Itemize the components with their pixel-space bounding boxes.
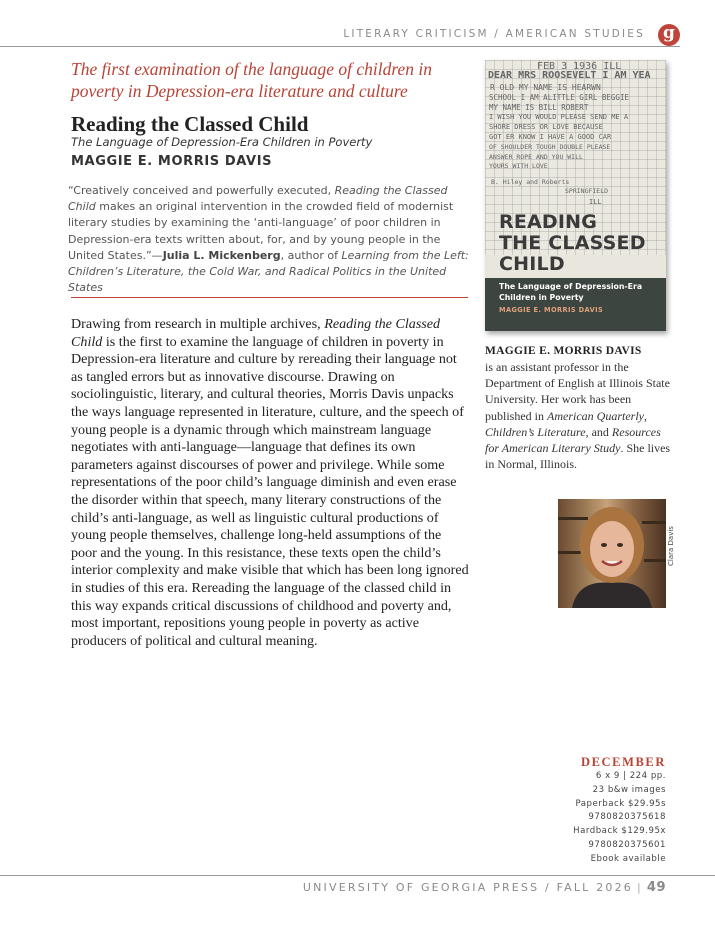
description-rest: is the first to examine the language of children in poverty in Depression-era literature and culture by rereading their language not as tangled errors but as innovative discourse. Drawing on sociolinguistic, literary, and cultural theories, Morris Davis unpacks the ways language represented in literature, culture, and the speech of young people is a dynamic through which mainstream language negotiates with anti-language—language that defines its own parameters against discourses of power and privilege. While some representations of the poor child’s language diminish and even erase the disorder within that speech, many literary constructions of the child’s anti-language, as well as linguistic cultural productions of young people themselves, challenge long-held assumptions of the poor and the young. In this resistance, these texts open the child’s interior complexity and make visible that which has been long ignored in studies of this era. Rereading the language of the classed child in this way expands critical discussions of childhood and poverty and, most important, repositions young people in poverty as active producers of political and cultural meaning. [71, 333, 469, 649]
bio-publication: American Quarterly [547, 408, 644, 423]
book-specs [573, 754, 666, 867]
footer-separator: | [637, 881, 643, 894]
author-photo [558, 499, 666, 608]
cover-scrawl-line: B. Hiley and Roberts [491, 178, 570, 186]
blurb-endorser: Julia L. Mickenberg [162, 248, 281, 262]
cover-title [499, 212, 646, 275]
book-author: MAGGIE E. MORRIS DAVIS [71, 154, 273, 169]
book-subtitle: The Language of Depression-Era Children in Poverty [71, 135, 373, 149]
footer-divider [0, 875, 715, 876]
bio-publication: Children’s Literature [485, 424, 586, 439]
blurb-book-title: Reading the Classed Child [68, 184, 448, 214]
spec-hardback-isbn: 9780820375601 [588, 839, 666, 850]
blurb-middle: makes an original intervention in the crowded field of modernist literary studies by examining the ‘anti-language’ of poor children in Depression-era texts written about, for, and by young people in the United States.”— [68, 200, 454, 262]
cover-scrawl-line: DEAR MRS ROOSEVELT I AM YEA [488, 70, 651, 81]
cover-scrawl-line: FEB 3 1936 ILL [537, 61, 622, 72]
author-bio [485, 359, 675, 472]
book-title: Reading the Classed Child [71, 112, 309, 136]
cover-scrawl-line: OF SHOULDER TOUGH DOUBLE PLEASE [489, 143, 611, 151]
cover-scrawl-line: MY NAME IS BILL ROBERT [489, 103, 589, 112]
bio-publication: Resources for American Literary Study [485, 424, 661, 456]
book-description [71, 316, 469, 650]
page-number: 49 [646, 880, 666, 895]
bio-separator: , [643, 408, 647, 423]
blurb-endorser-book: Learning from the Left: Children’s Literature, the Cold War, and Radical Politics in the United States [68, 248, 469, 295]
release-month: DECEMBER [580, 755, 666, 769]
cover-title-line: THE CLASSED [499, 232, 646, 254]
cover-subtitle: The Language of Depression-Era Children in Poverty [499, 282, 643, 302]
cover-scrawl-line: SPRINGFIELD [565, 187, 609, 195]
cover-scrawl-line: YOURS WITH LOVE [489, 162, 548, 170]
book-tagline: The first examination of the language of children in poverty in Depression-era literature and culture [71, 59, 432, 101]
description-book-title: Reading the Classed Child [71, 316, 441, 350]
cover-scrawl-line: ILL [589, 198, 602, 206]
spec-paperback-price: Paperback $29.95s [575, 798, 666, 809]
press-logo: g [658, 24, 680, 46]
category-header: LITERARY CRITICISM / AMERICAN STUDIES [343, 28, 645, 40]
cover-title-line: READING [499, 211, 598, 233]
endorsement-blurb [68, 183, 470, 296]
photo-credit: Clara Davis [667, 526, 675, 566]
spec-images: 23 b&w images [592, 784, 666, 795]
spec-paperback-isbn: 9780820375618 [588, 812, 666, 823]
cover-scrawl-line: ANSWER ROPE AND YOU WILL [489, 153, 583, 161]
cover-scrawl-line: SHORE DRESS OR LOVE BECAUSE [489, 123, 603, 131]
bio-separator: , and [585, 424, 612, 439]
spec-hardback-price: Hardback $129.95x [573, 826, 666, 837]
book-cover [485, 60, 666, 331]
cover-title-line: CHILD [499, 253, 565, 275]
description-lead: Drawing from research in multiple archives, [71, 316, 325, 332]
cover-scrawl-line: SCHOOL I AM ALITTLE GIRL BEGGIE [489, 93, 629, 102]
bio-text-start: is an assistant professor in the Department of English at Illinois State University. Her work has been published in [485, 360, 670, 423]
footer-press-season: UNIVERSITY OF GEORGIA PRESS / FALL 2026 [302, 881, 633, 894]
blurb-author-of: , author of [280, 248, 342, 262]
cover-scrawl-line: GOT ER KNOW I HAVE A GOOD CAR [489, 133, 612, 141]
cover-scrawl-line: R OLD MY NAME IS HEARWN [490, 83, 601, 92]
author-portrait-icon [558, 499, 666, 608]
page-footer [303, 880, 666, 895]
author-bio-name: MAGGIE E. MORRIS DAVIS [485, 345, 642, 357]
header-divider [0, 46, 680, 47]
cover-author: MAGGIE E. MORRIS DAVIS [499, 306, 604, 314]
spec-trim-pages: 6 x 9 | 224 pp. [595, 771, 666, 781]
cover-scrawl-line: I WISH YOU WOULD PLEASE SEND ME A [489, 113, 629, 121]
bio-text-end: . She lives in Normal, Illinois. [485, 441, 671, 472]
section-divider [71, 297, 468, 298]
blurb-open: “Creatively conceived and powerfully executed, [68, 184, 335, 197]
spec-ebook: Ebook available [590, 853, 666, 864]
